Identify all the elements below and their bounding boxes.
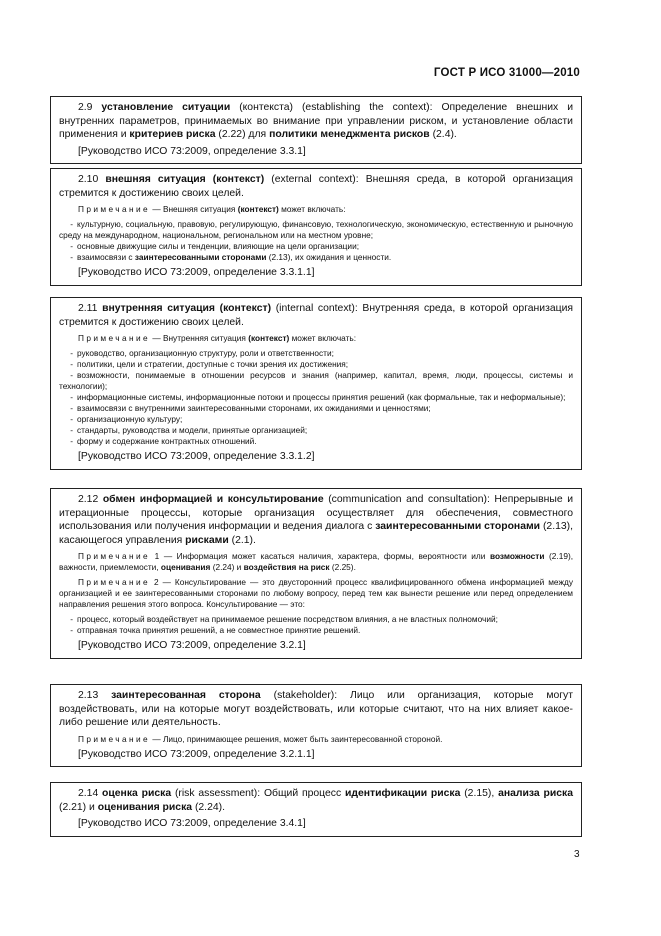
term: внутренняя ситуация (102, 303, 215, 314)
term: заинтересованная сторона (111, 690, 261, 701)
list-item: - политики, цели и стратегии, доступные с точки зрения их достижения; (70, 359, 349, 370)
term-link: заинтересованными сторонами (375, 521, 541, 533)
note-2: Примечание 2 — Консультирование — это двусторонний процесс квалифицированного обмена информацией между организацией и ее заинтересованными сторонами по любому вопросу, перед тем как вынести решение или перед определением направления решения этого вопроса. Консультирование — это: (59, 577, 573, 610)
definition-text: 2.13 заинтересованная сторона (stakeholder): Лицо или организация, которые могут воздействовать, или на которые могут воздействовать, или которые считают, что на них влияет какое-либо решение или деятельность. (59, 690, 574, 729)
term-link: анализа риска (498, 788, 573, 799)
term-link: идентификации риска (344, 788, 461, 799)
term-link: политики менеджмента рисков (269, 129, 430, 141)
list-item: - информационные системы, информационные потоки и процессы принятия решений (как формальные, так и неформальные); (70, 392, 566, 403)
document-header: ГОСТ Р ИСО 31000—2010 (433, 67, 580, 79)
term-link: рисками (185, 534, 229, 546)
definition-text: 2.10 внешняя ситуация (контекст) (external context): Внешняя среда, в которой организация стремится к достижению своих целей. (59, 174, 573, 199)
term: обмен информацией и консультирование (102, 494, 324, 505)
definition-box-2-13 (50, 684, 582, 767)
list-item: - руководство, организационную структуру, роли и ответственности; (70, 348, 334, 359)
reference: [Руководство ИСО 73:2009, определение 3.2.1.1] (78, 748, 315, 760)
term: оценка риска (102, 788, 172, 799)
definition-text: 2.9 установление ситуации (контекста) (establishing the context): Определение внешних и внутренних параметров, принимаемых во внимание при управлении риском, и установление области применения и критериев риска (2.22) для политики менеджмента рисков (2.4). (59, 102, 574, 141)
note: Примечание — Внутренняя ситуация (контекст) может включать: (78, 333, 357, 344)
definition-text: 2.11 внутренняя ситуация (контекст) (internal context): Внутренняя среда, в которой организация стремится к достижению своих целей. (59, 303, 574, 328)
list-item: - отправная точка принятия решений, а не совместное принятие решений. (70, 625, 361, 636)
note-list (59, 219, 573, 263)
term-link: критериев риска (129, 129, 216, 141)
note-list (59, 348, 573, 447)
definition-box-2-14 (50, 782, 582, 837)
list-item: - культурную, социальную, правовую, регулирующую, финансовую, технологическую, экономическую, естественную и рыночную среду на международном, национальном, региональном или на местном уровне; (59, 219, 573, 241)
note-1: Примечание 1 — Информация может касаться наличия, характера, формы, вероятности или возможности (2.19), важности, приемлемости, оценивания (2.24) и воздействия на риск (2.25). (59, 551, 574, 573)
definition-box-2-9 (50, 96, 582, 164)
reference: [Руководство ИСО 73:2009, определение 3.3.1.2] (78, 451, 315, 463)
page-number: 3 (574, 849, 580, 860)
list-item: - процесс, который воздействует на принимаемое решение посредством влияния, а не властных полномочий; (70, 614, 498, 625)
note-list (59, 614, 573, 636)
definition-box-2-10 (50, 168, 582, 286)
reference: [Руководство ИСО 73:2009, определение 3.3.1] (78, 145, 306, 157)
list-item: - взаимосвязи с внутренними заинтересованными сторонами, их ожиданиями и ценностями; (70, 403, 431, 414)
reference: [Руководство ИСО 73:2009, определение 3.4.1] (78, 818, 306, 830)
term-link: оценивания риска (97, 801, 193, 813)
list-item: - взаимосвязи с заинтересованными сторонами (2.13), их ожидания и ценности. (70, 252, 392, 263)
list-item: - стандарты, руководства и модели, принятые организацией; (70, 425, 308, 436)
definition-text: 2.12 обмен информацией и консультирование (communication and consultation): Непрерывные и итерационные процессы, которые организация осуществляет для обеспечения, совместного использования или получения информации и ведения диалога с заинтересованными сторонами (2.13), касающегося управления рисками (2.1). (59, 494, 574, 546)
reference: [Руководство ИСО 73:2009, определение 3.3.1.1] (78, 267, 315, 279)
note: Примечание — Лицо, принимающее решения, может быть заинтересованной стороной. (78, 733, 443, 744)
list-item: - организационную культуру; (70, 414, 183, 425)
list-item: - возможности, понимаемые в отношении ресурсов и знания (например, капитал, время, люди, процессы, системы и технологии); (59, 370, 573, 392)
note: Примечание — Внешняя ситуация (контекст) может включать: (78, 204, 346, 215)
term: внешняя ситуация (105, 174, 206, 185)
definition-box-2-12 (50, 488, 582, 659)
reference: [Руководство ИСО 73:2009, определение 3.2.1] (78, 640, 306, 652)
definition-box-2-11 (50, 297, 582, 470)
term: установление ситуации (101, 102, 231, 113)
list-item: - форму и содержание контрактных отношений. (70, 436, 257, 447)
list-item: - основные движущие силы и тенденции, влияющие на цели организации; (70, 241, 360, 252)
definition-text: 2.14 оценка риска (risk assessment): Общий процесс идентификации риска (2.15), анализа риска (2.21) и оценивания риска (2.24). (59, 788, 573, 813)
